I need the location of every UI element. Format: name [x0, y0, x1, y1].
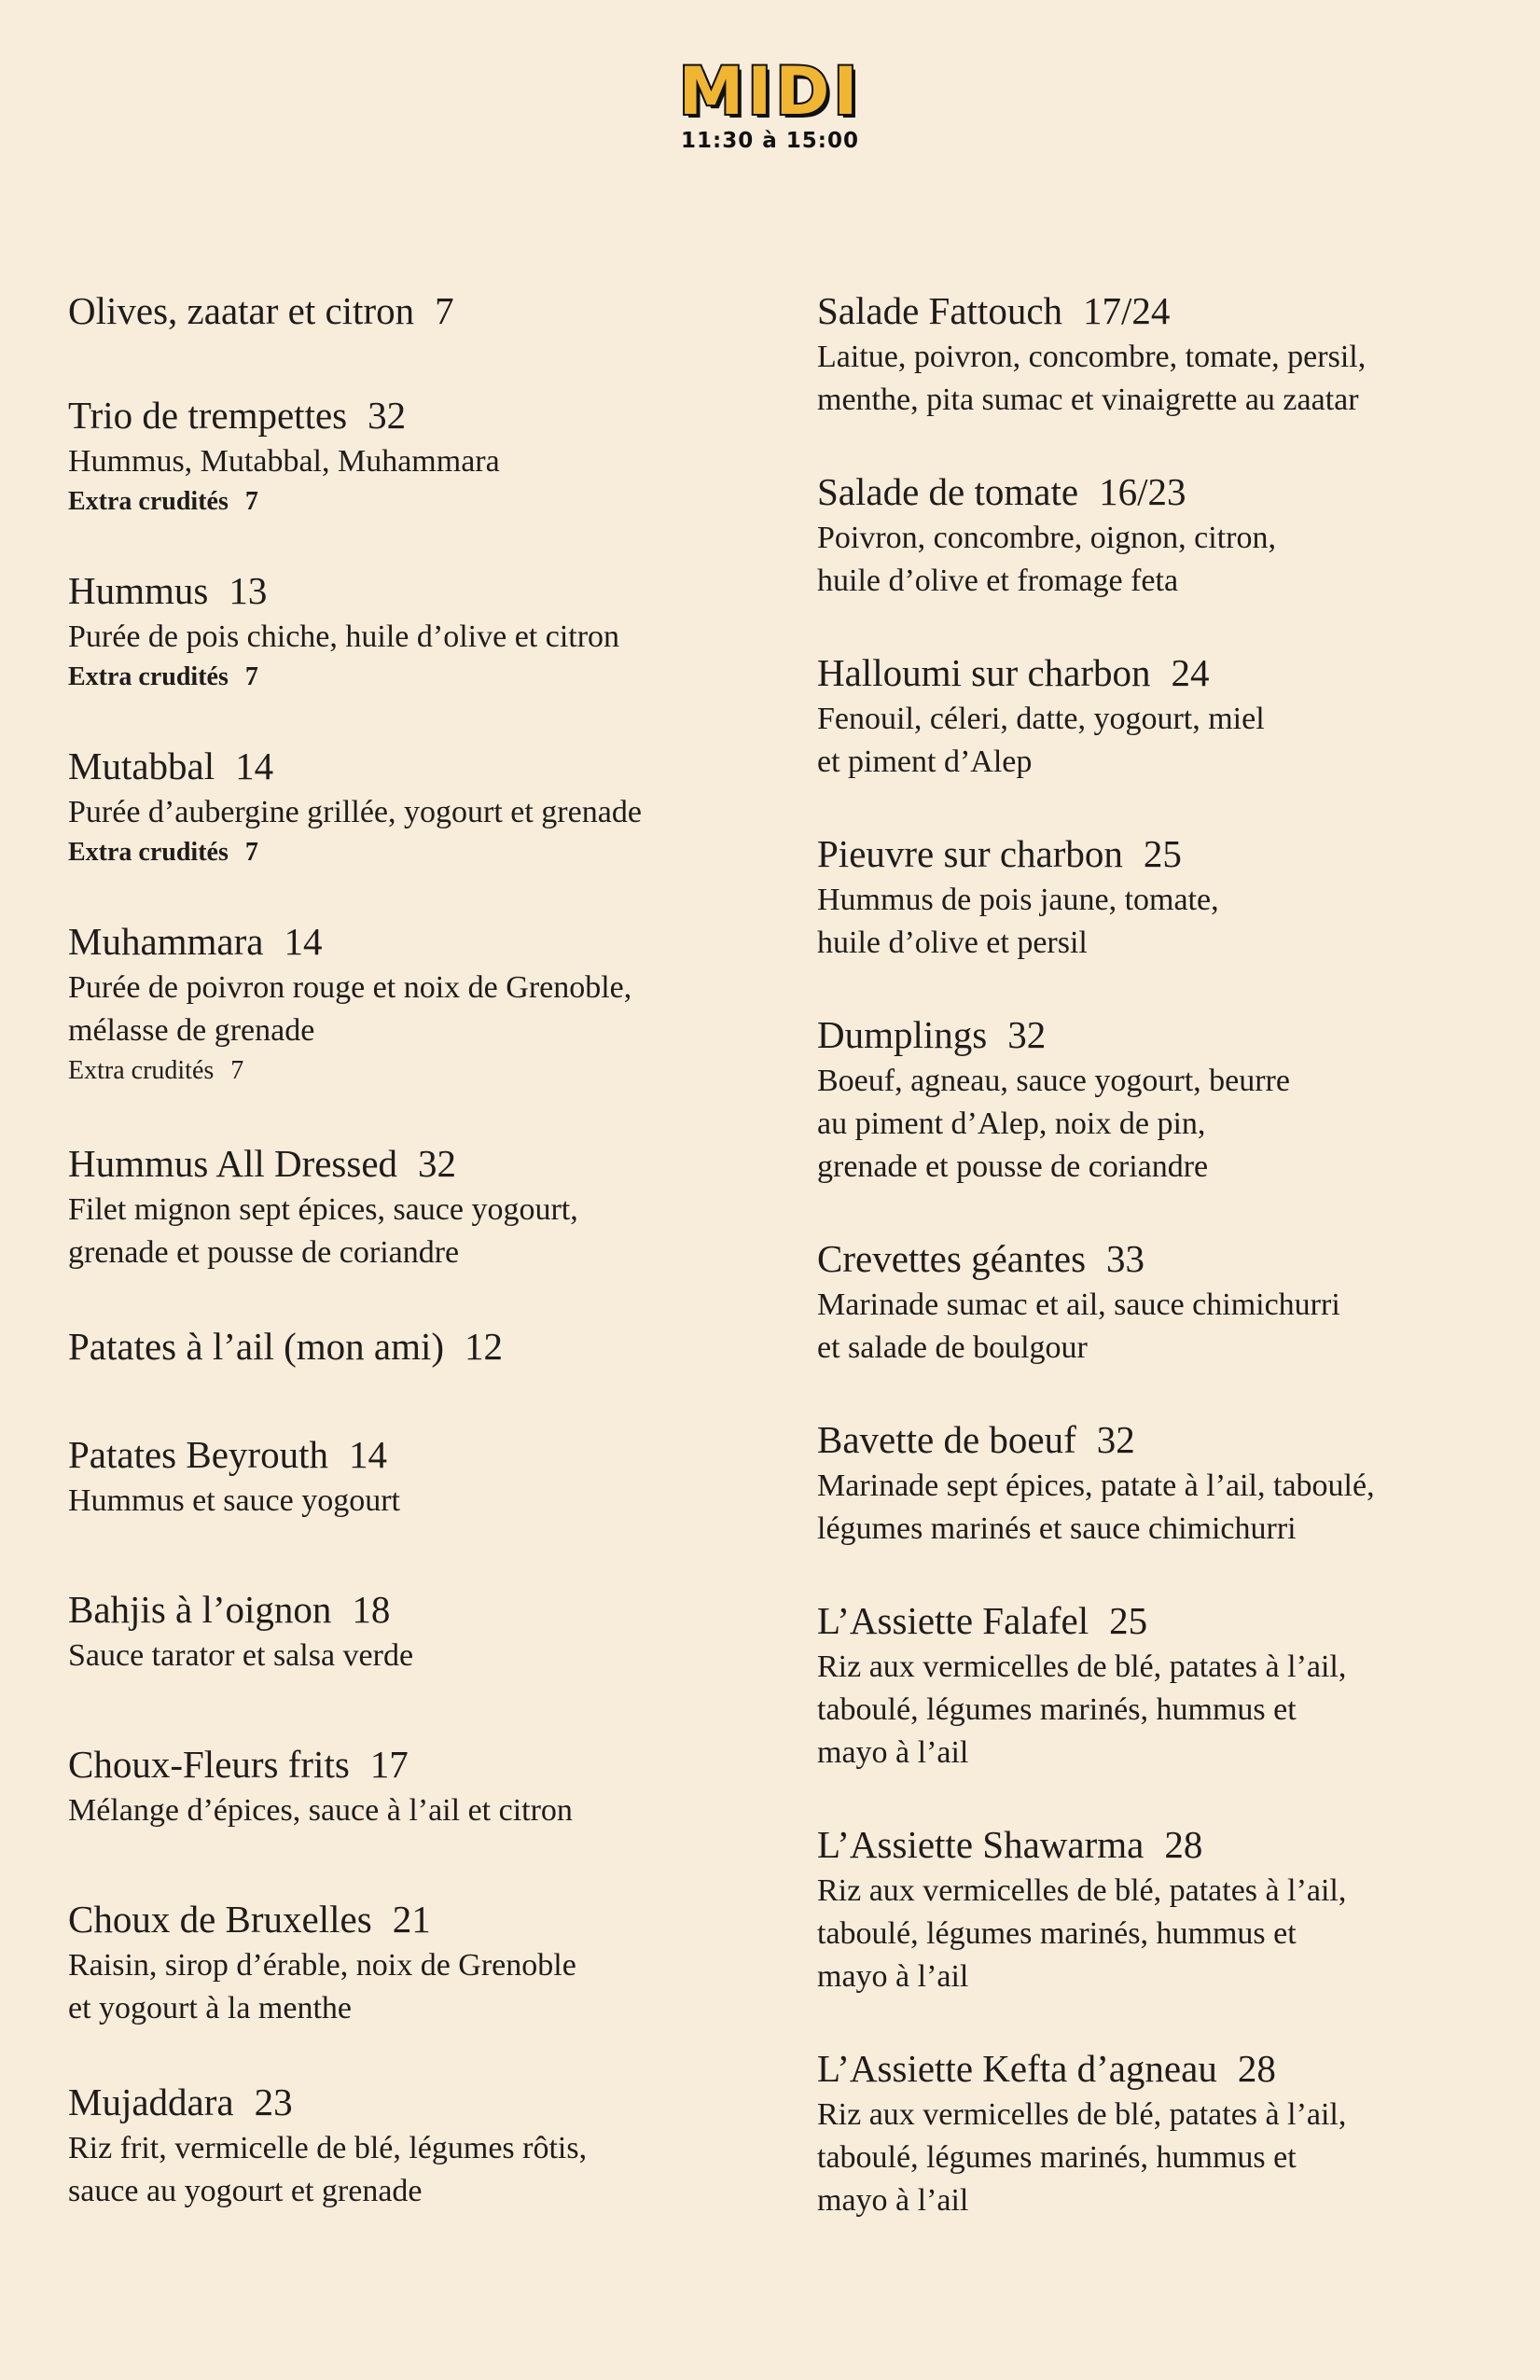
item-name: Hummus All Dressed	[68, 1142, 398, 1185]
item-price: 28	[1164, 1823, 1203, 1866]
item-description: Poivron, concombre, oignon, citron,	[817, 521, 1276, 555]
menu-item	[68, 1739, 777, 1832]
item-name: Salade de tomate	[817, 470, 1079, 513]
item-description: Marinade sumac et ail, sauce chimichurri	[817, 1287, 1340, 1322]
item-description: Sauce tarator et salsa verde	[68, 1638, 414, 1673]
item-title	[68, 285, 777, 336]
item-title	[68, 1739, 777, 1789]
extra-price: 7	[230, 1056, 244, 1085]
item-description: Mélange d’épices, sauce à l’ail et citron	[68, 1793, 573, 1828]
item-price: 14	[348, 1433, 387, 1476]
item-name: L’Assiette Falafel	[817, 1599, 1089, 1642]
item-description: légumes marinés et sauce chimichurri	[817, 1511, 1297, 1546]
menu-item	[817, 1819, 1507, 1998]
item-title	[68, 1321, 777, 1371]
item-description: Purée d’aubergine grillée, yogourt et grenade	[68, 795, 642, 829]
item-title	[68, 1138, 777, 1189]
menu-item	[68, 390, 777, 521]
item-title	[817, 2043, 1507, 2094]
item-price: 17/24	[1083, 289, 1171, 332]
item-name: L’Assiette Kefta d’agneau	[817, 2047, 1217, 2090]
item-price: 13	[229, 569, 268, 612]
item-name: Choux de Bruxelles	[68, 1898, 372, 1941]
item-price: 23	[254, 2081, 293, 2123]
item-description: Boeuf, agneau, sauce yogourt, beurre	[817, 1064, 1290, 1098]
menu-item	[68, 285, 777, 336]
item-title	[817, 1009, 1507, 1060]
menu-item	[817, 647, 1507, 784]
item-title	[817, 1819, 1507, 1870]
item-name: Patates Beyrouth	[68, 1433, 328, 1476]
item-title	[817, 1414, 1507, 1465]
item-name: L’Assiette Shawarma	[817, 1823, 1145, 1866]
item-name: Olives, zaatar et citron	[68, 289, 415, 332]
menu-item	[817, 2043, 1507, 2222]
extra-price: 7	[244, 838, 258, 867]
item-title	[68, 1894, 777, 1944]
item-price: 32	[1007, 1013, 1047, 1056]
item-name: Mujaddara	[68, 2081, 234, 2123]
item-description: Hummus, Mutabbal, Muhammara	[68, 444, 500, 479]
menu-title-logo: MIDI	[678, 53, 862, 130]
item-price: 33	[1106, 1237, 1145, 1280]
right-column	[817, 285, 1507, 2222]
item-price: 12	[465, 1325, 504, 1368]
menu-item	[817, 466, 1507, 603]
item-title	[68, 390, 777, 440]
item-name: Pieuvre sur charbon	[817, 832, 1123, 875]
item-description: et piment d’Alep	[817, 745, 1033, 779]
item-name: Bavette de boeuf	[817, 1418, 1076, 1461]
left-column	[68, 285, 777, 2213]
item-name: Dumplings	[817, 1013, 988, 1056]
item-description: et yogourt à la menthe	[68, 1991, 353, 2025]
item-description: Fenouil, céleri, datte, yogourt, miel	[817, 702, 1265, 736]
item-title	[817, 1595, 1507, 1646]
item-title	[817, 828, 1507, 879]
item-name: Bahjis à l’oignon	[68, 1588, 332, 1631]
item-title	[68, 1429, 777, 1480]
extra-label: Extra crudités	[68, 662, 229, 691]
item-description: Purée de poivron rouge et noix de Grenoble,	[68, 970, 632, 1005]
item-description: taboulé, légumes marinés, hummus et	[817, 2140, 1297, 2175]
item-price: 21	[392, 1898, 431, 1941]
item-price: 25	[1109, 1599, 1148, 1642]
service-hours: 11:30 à 15:00	[681, 129, 859, 153]
menu-item	[817, 285, 1507, 422]
item-name: Choux-Fleurs frits	[68, 1743, 350, 1786]
extra-label: Extra crudités	[68, 1056, 215, 1085]
item-price: 17	[369, 1743, 409, 1786]
item-description: taboulé, légumes marinés, hummus et	[817, 1916, 1297, 1951]
item-extra	[68, 834, 777, 871]
item-title	[817, 285, 1507, 336]
item-price: 16/23	[1099, 470, 1186, 513]
item-description: mayo à l’ail	[817, 1959, 969, 1994]
item-description: Purée de pois chiche, huile d’olive et citron	[68, 619, 620, 654]
item-description: au piment d’Alep, noix de pin,	[817, 1106, 1206, 1141]
item-name: Hummus	[68, 569, 209, 612]
item-price: 7	[435, 289, 454, 332]
item-price: 18	[352, 1588, 391, 1631]
item-description: huile d’olive et fromage feta	[817, 564, 1179, 598]
item-description: et salade de boulgour	[817, 1330, 1088, 1365]
item-title	[68, 741, 777, 791]
extra-label: Extra crudités	[68, 838, 229, 867]
item-price: 32	[418, 1142, 457, 1185]
item-price: 14	[235, 745, 274, 787]
item-name: Patates à l’ail (mon ami)	[68, 1325, 445, 1368]
menu-item	[68, 1138, 777, 1274]
menu-item	[817, 1233, 1507, 1370]
item-title	[817, 647, 1507, 698]
item-description: huile d’olive et persil	[817, 926, 1088, 960]
extra-price: 7	[244, 487, 258, 516]
item-description: Riz frit, vermicelle de blé, légumes rôtis,	[68, 2131, 588, 2165]
item-description: Hummus de pois jaune, tomate,	[817, 883, 1219, 917]
item-title	[68, 565, 777, 616]
menu-header	[0, 53, 1540, 153]
item-description: sauce au yogourt et grenade	[68, 2174, 423, 2208]
menu-item	[68, 1321, 777, 1371]
item-price: 32	[1096, 1418, 1135, 1461]
item-description: taboulé, légumes marinés, hummus et	[817, 1692, 1297, 1727]
menu-item	[68, 741, 777, 871]
menu-item	[68, 565, 777, 696]
item-description: mayo à l’ail	[817, 1735, 969, 1770]
extra-label: Extra crudités	[68, 487, 229, 516]
item-title	[817, 1233, 1507, 1284]
item-description: Riz aux vermicelles de blé, patates à l’ail,	[817, 2097, 1347, 2132]
item-name: Trio de trempettes	[68, 394, 348, 437]
item-price: 28	[1237, 2047, 1276, 2090]
item-description: grenade et pousse de coriandre	[68, 1235, 460, 1270]
item-description: Marinade sept épices, patate à l’ail, taboulé,	[817, 1468, 1375, 1503]
extra-price: 7	[244, 662, 258, 691]
item-extra	[68, 659, 777, 696]
menu-item	[68, 2077, 777, 2213]
item-description: Raisin, sirop d’érable, noix de Grenoble	[68, 1948, 576, 1983]
item-description: mayo à l’ail	[817, 2183, 969, 2218]
item-title	[68, 2077, 777, 2127]
menu-item	[68, 1584, 777, 1677]
item-price: 25	[1143, 832, 1182, 875]
item-price: 32	[368, 394, 407, 437]
item-name: Muhammara	[68, 920, 264, 963]
menu-item	[68, 916, 777, 1090]
item-description: mélasse de grenade	[68, 1013, 315, 1048]
menu-item	[817, 1414, 1507, 1551]
item-name: Crevettes géantes	[817, 1237, 1087, 1280]
item-title	[68, 916, 777, 967]
item-description: Riz aux vermicelles de blé, patates à l’ail,	[817, 1873, 1347, 1908]
item-extra	[68, 1052, 777, 1090]
item-description: Riz aux vermicelles de blé, patates à l’ail,	[817, 1649, 1347, 1684]
item-name: Halloumi sur charbon	[817, 651, 1151, 694]
menu-item	[817, 828, 1507, 965]
item-description: menthe, pita sumac et vinaigrette au zaatar	[817, 383, 1359, 417]
menu-item	[817, 1009, 1507, 1189]
menu-item	[817, 1595, 1507, 1775]
item-price: 14	[284, 920, 323, 963]
item-description: Laitue, poivron, concombre, tomate, persil,	[817, 340, 1367, 374]
item-title	[817, 466, 1507, 517]
item-extra	[68, 483, 777, 521]
item-price: 24	[1171, 651, 1210, 694]
item-description: grenade et pousse de coriandre	[817, 1149, 1209, 1184]
menu-item	[68, 1429, 777, 1523]
item-title	[68, 1584, 777, 1635]
item-description: Filet mignon sept épices, sauce yogourt,	[68, 1192, 578, 1227]
item-name: Salade Fattouch	[817, 289, 1063, 332]
item-description: Hummus et sauce yogourt	[68, 1483, 400, 1518]
menu-item	[68, 1894, 777, 2030]
item-name: Mutabbal	[68, 745, 215, 787]
